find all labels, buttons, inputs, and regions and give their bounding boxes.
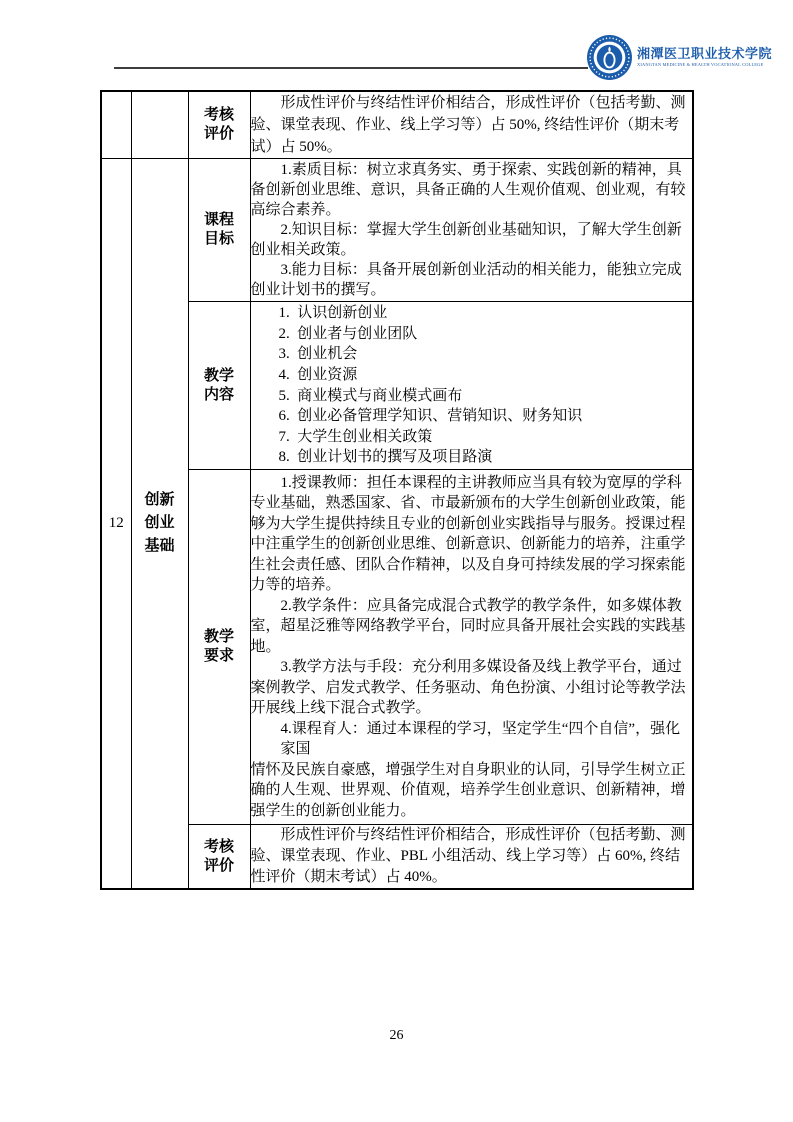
- paragraph: 1.授课教师：担任本课程的主讲教师应当具有较为宽厚的学科专业基础，熟悉国家、省、市最新颁布的大学生创新创业政策，能够为大学生提供持续且专业的创新创业实践指导与服务。授课过程中注重学生的创新创业思维、创新意识、创新能力的培养，注重学生社会责任感、团队合作精神，以及自身可持续发展的学习探索能力等的培养。: [250, 474, 686, 594]
- label-line: 评价: [203, 126, 234, 142]
- teaching-content-list: [251, 303, 693, 468]
- prev-assessment-label-cell: [188, 91, 250, 159]
- teaching-requirements-row: [101, 470, 693, 825]
- paragraph: 2.教学条件：应具备完成混合式教学的教学条件，如多媒体教室，超星泛雅等网络教学平台，同时应具备开展社会实践的实践基地。: [250, 597, 686, 655]
- college-emblem-icon: [586, 34, 633, 81]
- paragraph: 3.教学方法与手段：充分利用多媒设备及线上教学平台，通过案例教学、启发式教学、任务驱动、角色扮演、小组讨论等教学法开展线上线下混合式教学。: [250, 659, 686, 717]
- course-name-cell: [131, 159, 188, 890]
- college-name-english: XIANGTAN MEDICINE & HEALTH VOCATIONAL COLLEGE: [637, 63, 764, 68]
- paragraph: 3.能力目标：具备开展创新创业活动的相关能力，能独立完成创业计划书的撰写。: [250, 262, 682, 298]
- list-item: 6. 创业必备管理学知识、营销知识、财务知识: [278, 408, 583, 425]
- assessment-content-cell: [250, 825, 693, 890]
- label-line: 内容: [203, 386, 234, 403]
- prev-assessment-content-cell: [250, 91, 693, 159]
- list-item: 5. 商业模式与商业模式画布: [278, 387, 463, 404]
- college-logo-text: [637, 43, 793, 69]
- paragraph: 形成性评价与终结性评价相结合，形成性评价（包括考勤、测验、课堂表现、作业、PBL 小组活动、线上学习等）占 60%, 终结性评价（期末考试）占 40%。: [250, 827, 686, 885]
- teaching-content-cell: [250, 302, 693, 470]
- teaching-requirements-label-cell: [188, 470, 250, 825]
- label-line: 教学: [203, 629, 234, 645]
- course-outline-table: [100, 90, 694, 890]
- teaching-content-row: [101, 302, 693, 470]
- header-divider: [114, 67, 588, 69]
- goals-label-cell: [188, 159, 250, 302]
- college-name: 湘潭医卫职业技术学院: [637, 46, 773, 61]
- course-name-line: 基础: [144, 538, 175, 554]
- goals-content-cell: [250, 159, 693, 302]
- course-name-line: 创业: [144, 515, 175, 531]
- teaching-content-label-cell: [188, 302, 250, 470]
- course-goals-row: [101, 159, 693, 302]
- label-line: 教学: [203, 367, 234, 384]
- label-line: 目标: [203, 231, 234, 247]
- course-number-cell: 12: [101, 159, 131, 890]
- list-item: 4. 创业资源: [278, 366, 358, 383]
- teaching-requirements-content-cell: [250, 470, 693, 825]
- paragraph: 形成性评价与终结性评价相结合，形成性评价（包括考勤、测验、课堂表现、作业、线上学习等）占 50%, 终结性评价（期末考试）占 50%。: [250, 95, 686, 155]
- list-item: 7. 大学生创业相关政策: [278, 428, 433, 445]
- prev-course-assessment-row: [101, 91, 693, 159]
- page-number: 26: [389, 1028, 404, 1043]
- label-line: 课程: [203, 212, 234, 228]
- label-line: 要求: [203, 648, 234, 664]
- college-logo: [586, 34, 793, 81]
- assessment-label-cell: [188, 825, 250, 890]
- label-line: 考核: [203, 107, 234, 123]
- list-item: 8. 创业计划书的撰写及项目路演: [278, 449, 493, 466]
- paragraph: 1.素质目标：树立求真务实、勇于探索、实践创新的精神，具备创新创业思维、意识，具备正确的人生观价值观、创业观，有较高综合素养。: [250, 162, 686, 218]
- course-name-line: 创新: [144, 492, 175, 508]
- list-item: 2. 创业者与创业团队: [278, 325, 418, 342]
- label-line: 评价: [203, 857, 234, 874]
- empty-name-cell: [131, 91, 188, 159]
- paragraph: 4.课程育人：通过本课程的学习，坚定学生“四个自信”，强化家国: [280, 720, 681, 758]
- paragraph: 2.知识目标：掌握大学生创新创业基础知识，了解大学生创新创业相关政策。: [250, 222, 682, 258]
- paragraph: 情怀及民族自豪感，增强学生对自身职业的认同，引导学生树立正确的人生观、世界观、价值观，培养学生创业意识、创新精神，增强学生的创新创业能力。: [250, 761, 686, 819]
- list-item: 3. 创业机会: [278, 346, 358, 363]
- label-line: 考核: [203, 838, 234, 855]
- list-item: 1. 认识创新创业: [278, 305, 388, 322]
- assessment-row: [101, 825, 693, 890]
- empty-number-cell: [101, 91, 131, 159]
